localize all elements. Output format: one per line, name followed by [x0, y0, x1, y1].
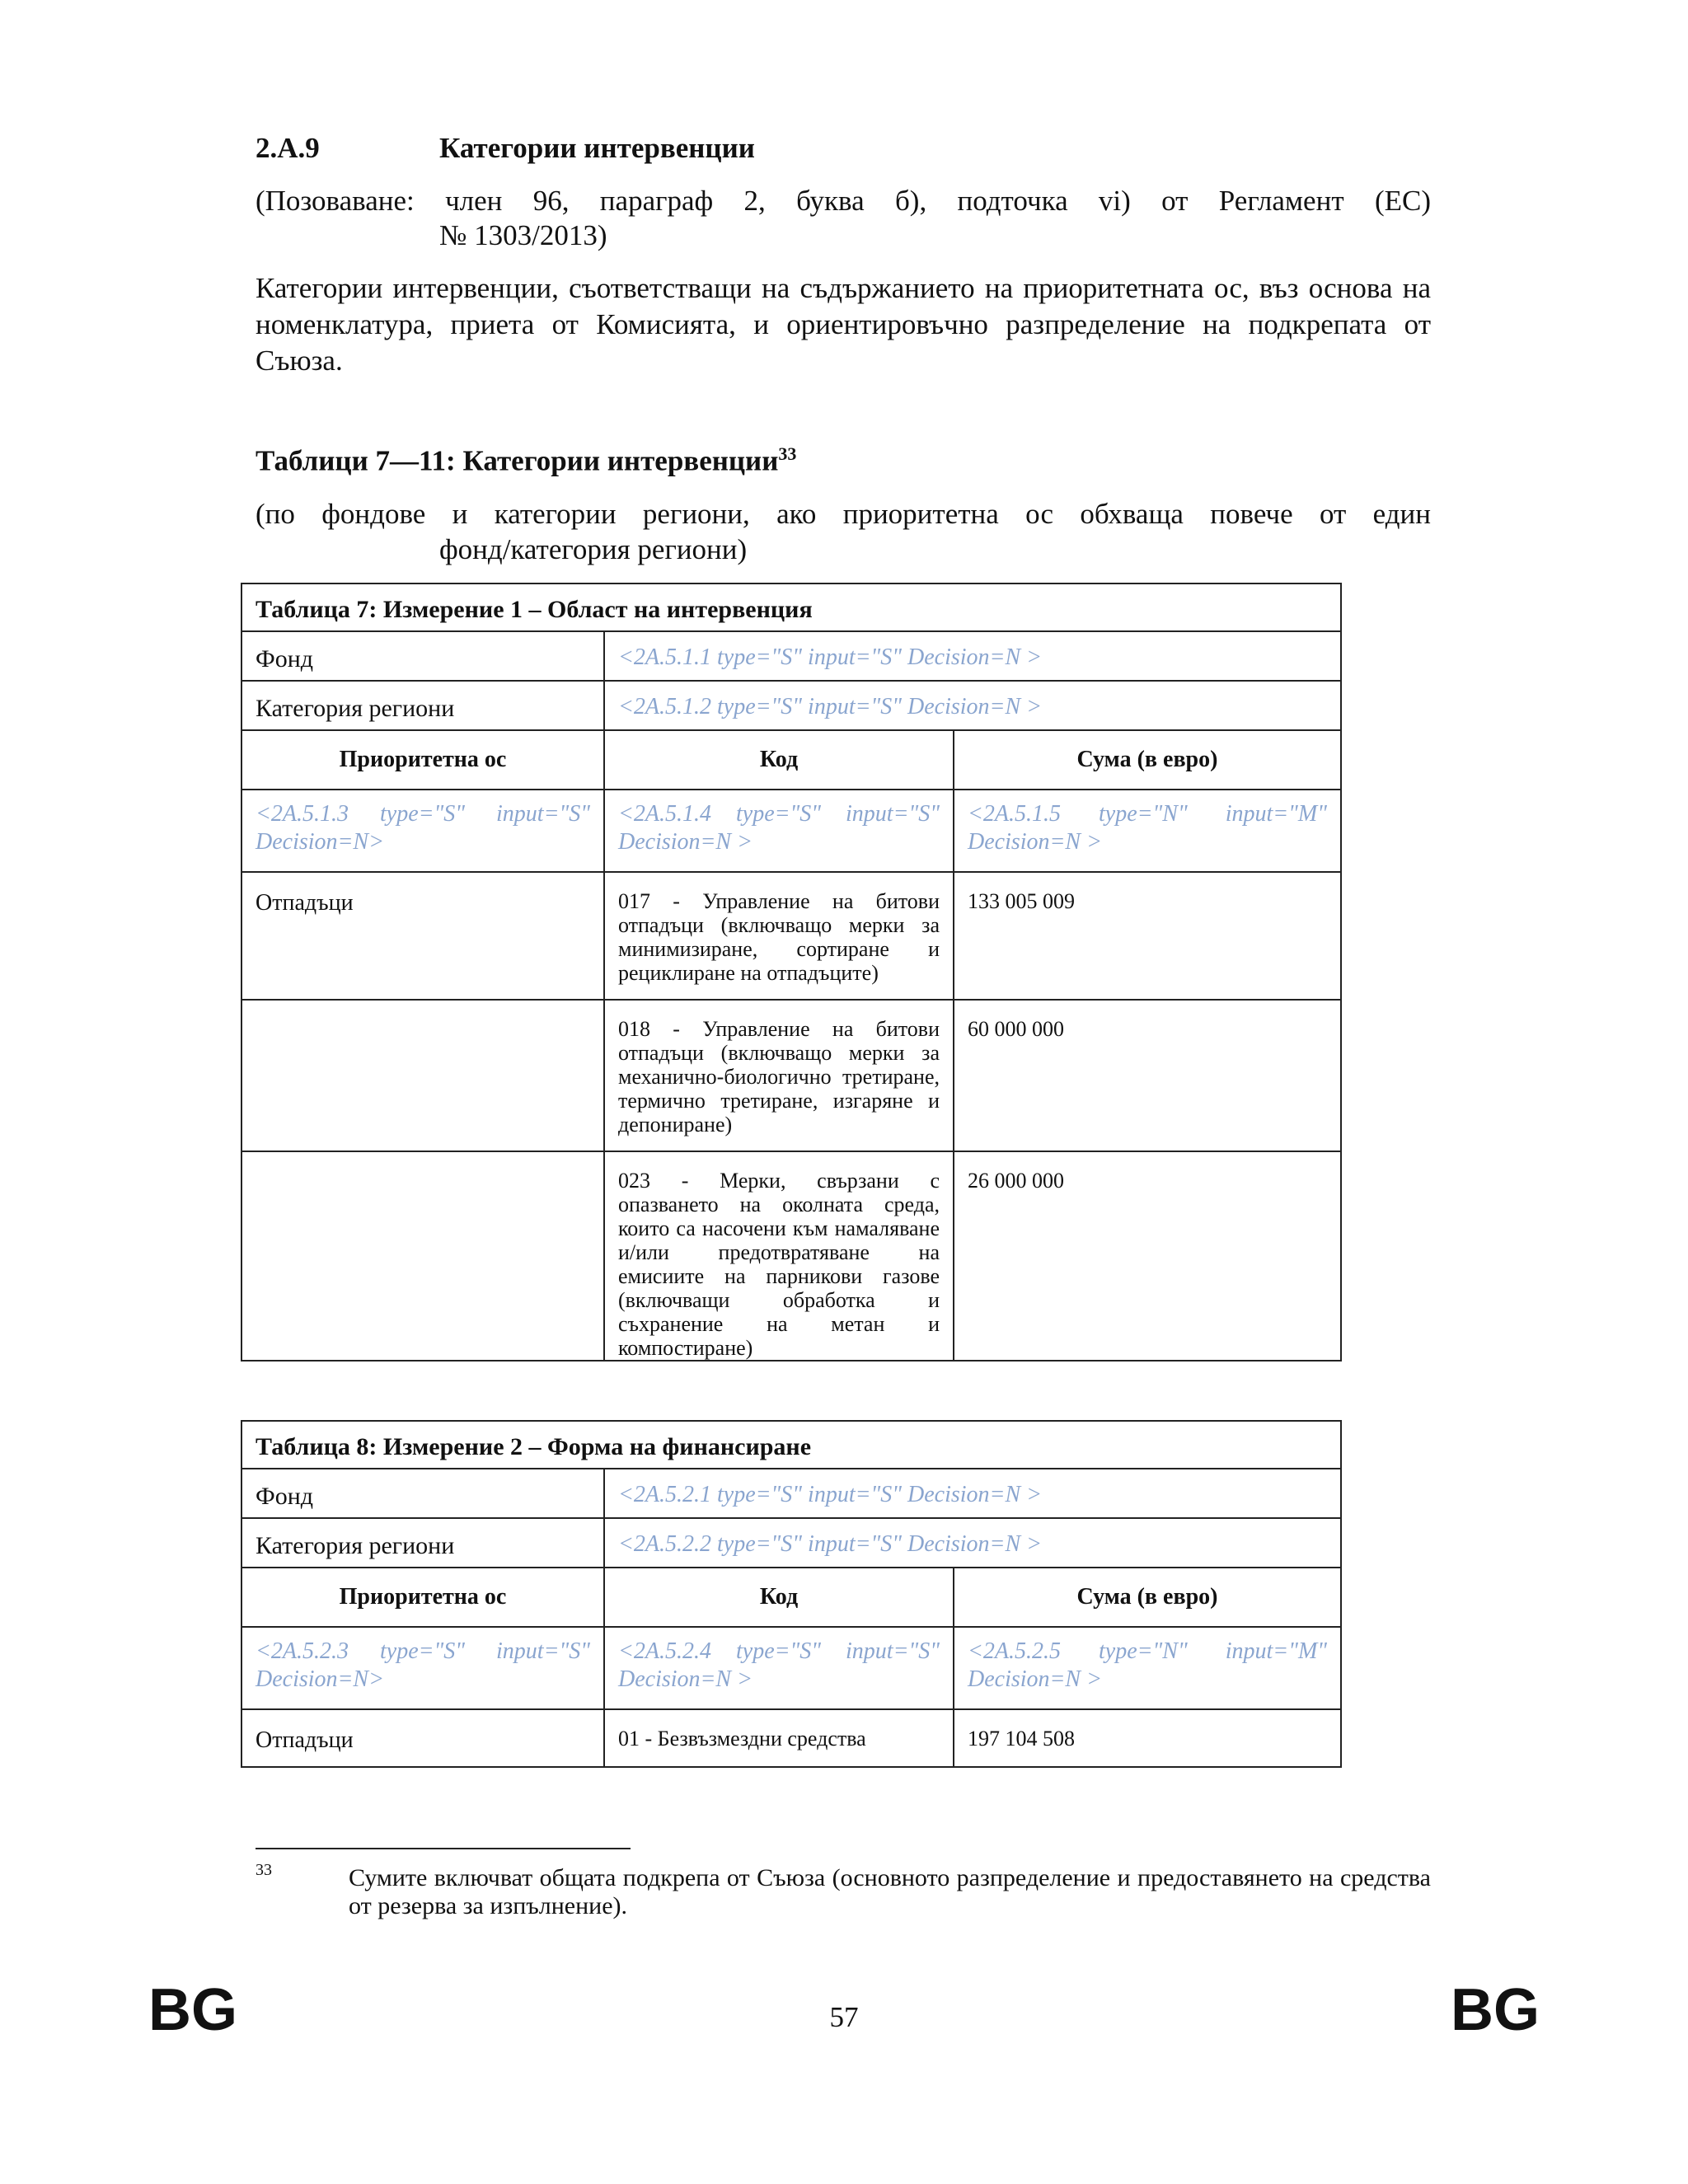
code-cell: 017 - Управление на битови отпадъци (включващо мерки за минимизиране, сортиране и рециклиране на отпадъците): [604, 872, 954, 1000]
intro-paragraph: Категории интервенции, съответстващи на съдържанието на приоритетната ос, въз основа на номенклатура, приета от Комисията, и ориентировъчно разпределение на подкрепата от Съюза.: [256, 272, 1431, 377]
table-8-form-of-finance: [241, 1420, 1342, 1768]
fund-label: Фонд: [241, 1469, 604, 1518]
priority-axis-tag: [241, 790, 604, 872]
amount-cell: 133 005 009: [954, 872, 1341, 1000]
section-number: 2.A.9: [256, 132, 320, 164]
language-mark-left: BG: [148, 1977, 237, 2043]
table-row: [241, 1000, 1341, 1151]
amount-cell: 60 000 000: [954, 1000, 1341, 1151]
tables-note-continued: фонд/категория региони): [439, 533, 748, 565]
language-mark-right: BG: [1451, 1977, 1540, 2043]
fund-label: Фонд: [241, 631, 604, 681]
column-header-priority-axis: Приоритетна ос: [241, 1568, 604, 1627]
column-header-code: Код: [604, 730, 954, 790]
regulation-reference: (Позоваване: член 96, параграф 2, буква б), подточка vi) от Регламент (ЕС): [256, 185, 1431, 217]
priority-axis-tag: [241, 1627, 604, 1709]
priority-axis-cell: Отпадъци: [241, 872, 604, 1000]
section-title: Категории интервенции: [439, 132, 755, 164]
tag-line: <2A.5.1.4 type="S" input="S": [618, 801, 940, 827]
footnote-reference: 33: [778, 443, 797, 464]
table-row: [241, 872, 1341, 1000]
tag-line: Decision=N >: [968, 1666, 1102, 1692]
fund-tag: <2A.5.1.1 type="S" input="S" Decision=N >: [604, 631, 1341, 681]
code-cell: 018 - Управление на битови отпадъци (включващо мерки за механично-биологично третиране, термично третиране, изгаряне и депониране): [604, 1000, 954, 1151]
tag-line: <2A.5.1.3 type="S" input="S": [256, 801, 590, 827]
column-header-code: Код: [604, 1568, 954, 1627]
footnote-number: 33: [256, 1861, 272, 1879]
amount-tag: [954, 1627, 1341, 1709]
table-row: [241, 1151, 1341, 1361]
tag-line: <2A.5.2.4 type="S" input="S": [618, 1638, 940, 1664]
priority-axis-cell: Отпадъци: [241, 1709, 604, 1767]
amount-cell: 197 104 508: [954, 1709, 1341, 1767]
footnote-separator: [256, 1848, 631, 1849]
regulation-reference-continued: № 1303/2013): [439, 219, 607, 251]
tables-heading: [256, 443, 796, 478]
tag-line: <2A.5.1.5 type="N" input="M": [968, 801, 1327, 827]
region-category-tag: <2A.5.1.2 type="S" input="S" Decision=N >: [604, 681, 1341, 730]
code-tag: [604, 1627, 954, 1709]
tag-line: <2A.5.2.3 type="S" input="S": [256, 1638, 590, 1664]
table-caption: Таблица 7: Измерение 1 – Област на интервенция: [241, 583, 1341, 631]
page-number: 57: [829, 2001, 859, 2033]
tag-line: Decision=N >: [618, 829, 753, 855]
column-header-amount: Сума (в евро): [954, 730, 1341, 790]
code-cell: 023 - Мерки, свързани с опазването на околната среда, които са насочени към намаляване и/или предотвратяване на емисиите на парникови газове (включващи обработка и съхранение на метан и компостиране): [604, 1151, 954, 1361]
tables-note: (по фондове и категории региони, ако приоритетна ос обхваща повече от един: [256, 498, 1431, 530]
footnote-text: Сумите включват общата подкрепа от Съюза (основното разпределение и предоставянето на средства от резерва за изпълнение).: [349, 1864, 1431, 1919]
code-tag: [604, 790, 954, 872]
tables-heading-text: Таблици 7—11: Категории интервенции: [256, 444, 779, 477]
region-category-label: Категория региони: [241, 681, 604, 730]
region-category-label: Категория региони: [241, 1518, 604, 1568]
amount-tag: [954, 790, 1341, 872]
tag-line: Decision=N>: [256, 1666, 384, 1692]
tag-line: Decision=N >: [618, 1666, 753, 1692]
table-7-intervention-field: [241, 583, 1342, 1361]
code-cell: 01 - Безвъзмездни средства: [604, 1709, 954, 1767]
column-header-priority-axis: Приоритетна ос: [241, 730, 604, 790]
tag-line: <2A.5.2.5 type="N" input="M": [968, 1638, 1328, 1664]
amount-cell: 26 000 000: [954, 1151, 1341, 1361]
priority-axis-cell: [241, 1151, 604, 1361]
fund-tag: <2A.5.2.1 type="S" input="S" Decision=N >: [604, 1469, 1341, 1518]
column-header-amount: Сума (в евро): [954, 1568, 1341, 1627]
tag-line: Decision=N>: [256, 829, 384, 855]
tag-line: Decision=N >: [968, 829, 1102, 855]
table-caption: Таблица 8: Измерение 2 – Форма на финансиране: [241, 1421, 1341, 1469]
region-category-tag: <2A.5.2.2 type="S" input="S" Decision=N >: [604, 1518, 1341, 1568]
priority-axis-cell: [241, 1000, 604, 1151]
table-row: [241, 1709, 1341, 1767]
